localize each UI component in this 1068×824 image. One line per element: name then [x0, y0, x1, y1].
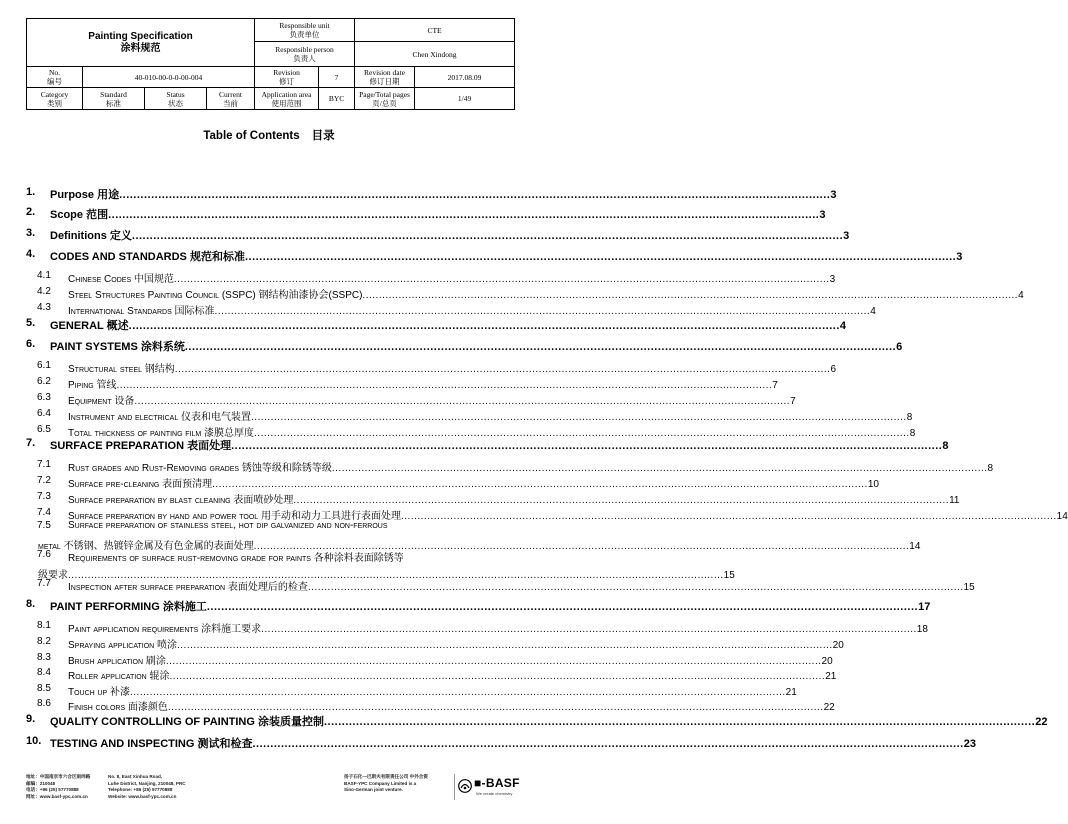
toc-entry-title: PAINT SYSTEMS 涂料系统 — [50, 341, 185, 353]
toc-leader-dots: ........................................................................................................................................................................................................ — [362, 290, 1019, 301]
toc-leader-dots: ........................................................................................................................................................................................................ — [68, 570, 724, 581]
toc-entry-page: 17 — [918, 601, 931, 613]
toc-leader-dots: ........................................................................................................................................................................................................ — [244, 251, 957, 263]
toc-entry-page: 20 — [832, 640, 844, 651]
toc-leader-dots: ........................................................................................................................................................................................................ — [261, 624, 917, 635]
document-header-table — [26, 18, 515, 110]
toc-entry-title: Surface preparation by blast cleaning 表面喷砂处理 — [68, 495, 294, 506]
toc-entry-page: 21 — [785, 687, 797, 698]
toc-entry[interactable] — [0, 713, 1048, 728]
toc-entry[interactable] — [0, 636, 844, 651]
toc-entry-number: 4.2 — [37, 286, 51, 297]
application-area-value: BYC — [319, 88, 355, 110]
toc-entry-title: Chinese Codes 中国规范 — [68, 274, 174, 285]
toc-entry-number: 4. — [26, 248, 36, 260]
toc-entry-title: Spraying application 喷涂 — [68, 640, 177, 651]
toc-leader-dots: ........................................................................................................................................................................................................ — [214, 306, 871, 317]
toc-entry[interactable] — [0, 475, 879, 490]
toc-leader-dots: ........................................................................................................................................................................................................ — [231, 440, 943, 452]
toc-entry-number: 5. — [26, 317, 36, 329]
number-label: No. 编号 — [27, 67, 83, 88]
toc-leader-dots: ........................................................................................................................................................................................................ — [174, 364, 831, 375]
toc-entry[interactable] — [0, 578, 975, 593]
toc-entry[interactable] — [0, 683, 797, 698]
toc-entry-title-continued: 级要求 — [38, 570, 68, 581]
toc-entry-page: 3 — [819, 209, 826, 221]
toc-entry-number: 1. — [26, 186, 36, 198]
toc-entry-number: 8.2 — [37, 636, 51, 647]
revision-date-label: Revision date 修订日期 — [355, 67, 415, 88]
footer-address-zh: 地址：中国南京市六合区雨纬路 邮编：210048 电话：+86 (25) 57770888 网址：www.basf-ypc.com.cn — [26, 774, 91, 799]
revision-value: 7 — [319, 67, 355, 88]
application-area-label: Application area 使用范围 — [255, 88, 319, 110]
toc-entry[interactable] — [0, 598, 931, 613]
toc-entry-title: Purpose 用途 — [50, 189, 120, 201]
toc-entry[interactable] — [0, 408, 913, 423]
toc-entry-number: 6.1 — [37, 360, 51, 371]
toc-leader-dots: ........................................................................................................................................................................................................ — [128, 320, 840, 332]
toc-entry[interactable] — [0, 227, 850, 242]
toc-entry-number: 7.5 — [37, 520, 51, 531]
toc-entry-page: 3 — [830, 189, 837, 201]
toc-entry-number: 6.5 — [37, 424, 51, 435]
toc-entry[interactable] — [0, 186, 837, 201]
toc-entry-number: 10. — [26, 735, 42, 747]
toc-leader-dots: ........................................................................................................................................................................................................ — [206, 601, 919, 613]
toc-entry[interactable] — [0, 652, 833, 667]
basf-tagline: We create chemistry — [476, 791, 513, 796]
toc-entry-number: 2. — [26, 206, 36, 218]
toc-entry-number: 6.4 — [37, 408, 51, 419]
toc-entry-title: PAINT PERFORMING 涂料施工 — [50, 601, 207, 613]
toc-entry-page: 18 — [916, 624, 928, 635]
toc-entry-title: Structural steel 钢结构 — [68, 364, 175, 375]
category-value: Standard 标准 — [83, 88, 145, 110]
toc-entry-page: 6 — [830, 364, 837, 375]
toc-entry-number: 7.4 — [37, 507, 51, 518]
toc-entry-number: 6. — [26, 338, 36, 350]
toc-entry-number: 7.7 — [37, 578, 51, 589]
toc-entry[interactable] — [0, 338, 903, 353]
toc-entry[interactable] — [0, 520, 538, 533]
toc-entry-title: Scope 范围 — [50, 209, 109, 221]
toc-leader-dots: ........................................................................................................................................................................................................ — [254, 428, 910, 439]
toc-entry-page: 3 — [843, 230, 850, 242]
responsible-person-label: Responsible person 负责人 — [255, 42, 355, 67]
toc-entry-page: 3 — [829, 274, 836, 285]
toc-entry-title: QUALITY CONTROLLING OF PAINTING 涂装质量控制 — [50, 716, 324, 728]
footer-divider — [454, 774, 455, 800]
toc-entry[interactable] — [0, 620, 928, 635]
toc-entry-page: 7 — [790, 396, 796, 407]
toc-entry[interactable] — [0, 206, 826, 221]
toc-leader-dots: ........................................................................................................................................................................................................ — [323, 716, 1036, 728]
toc-entry-number: 7.6 — [37, 549, 51, 560]
toc-entry[interactable] — [0, 360, 837, 375]
toc-leader-dots: ........................................................................................................................................................................................................ — [400, 511, 1057, 522]
toc-leader-dots: ........................................................................................................................................................................................................ — [169, 671, 826, 682]
toc-entry-page: 14 — [909, 541, 921, 552]
toc-entry[interactable] — [0, 317, 846, 332]
toc-entry-title: International Standards 国际标准 — [68, 306, 215, 317]
basf-logo: ■-BASF — [474, 776, 520, 790]
toc-leader-dots: ........................................................................................................................................................................................................ — [119, 189, 831, 201]
footer-company-note: 扬子石化—巴斯夫有限责任公司 中外合资 BASF-YPC Company Limited is a Sino-German joint venture. — [344, 774, 428, 792]
responsible-person-value: Chen Xindong — [355, 42, 515, 67]
toc-entry-page: 14 — [1056, 511, 1068, 522]
toc-entry-page: 20 — [821, 656, 833, 667]
toc-leader-dots: ........................................................................................................................................................................................................ — [165, 656, 822, 667]
toc-entry-number: 8.1 — [37, 620, 51, 631]
toc-entry[interactable] — [0, 667, 837, 682]
document-title: Painting Specification 涂料规范 — [27, 19, 255, 67]
toc-entry-number: 8.5 — [37, 683, 51, 694]
toc-entry-title: Brush application 刷涂 — [68, 656, 166, 667]
toc-entry[interactable] — [0, 248, 963, 263]
toc-leader-dots: ........................................................................................................................................................................................................ — [173, 274, 830, 285]
toc-leader-dots: ........................................................................................................................................................................................................ — [134, 396, 791, 407]
toc-entry-title: Steel Structures Painting Council (SSPC) 钢结构油漆协会(SSPC) — [68, 290, 363, 301]
toc-entry-title: Finish colors 面漆颜色 — [68, 702, 168, 713]
toc-leader-dots: ........................................................................................................................................................................................................ — [307, 582, 964, 593]
toc-entry[interactable] — [0, 392, 796, 407]
toc-entry-title: Instrument and electrical 仪表和电气装置 — [68, 412, 252, 423]
toc-entry-page: 6 — [896, 341, 903, 353]
toc-entry-title: Total thickness of painting film 漆膜总厚度 — [68, 428, 255, 439]
toc-entry-title: CODES AND STANDARDS 规范和标准 — [50, 251, 245, 263]
toc-entry-title: Rust grades and Rust-Removing grades 锈蚀等级和除锈等级 — [68, 463, 332, 474]
toc-entry[interactable] — [0, 302, 876, 317]
toc-entry-title: Paint application requirements 涂料施工要求 — [68, 624, 262, 635]
toc-heading: Table of Contents 目录 — [203, 130, 335, 142]
toc-entry-number: 8.4 — [37, 667, 51, 678]
toc-entry[interactable] — [0, 459, 994, 474]
toc-entry-page: 15 — [723, 570, 735, 581]
toc-leader-dots: ........................................................................................................................................................................................................ — [293, 495, 950, 506]
toc-entry-page: 8 — [909, 428, 916, 439]
revision-label: Revision 修订 — [255, 67, 319, 88]
toc-leader-dots: ........................................................................................................................................................................................................ — [116, 380, 773, 391]
toc-entry-title: Surface preparation of stainless steel, hot dip galvanized and non-ferrous — [68, 520, 388, 531]
toc-leader-dots: ........................................................................................................................................................................................................ — [176, 640, 833, 651]
toc-entry[interactable] — [0, 698, 835, 713]
status-label: Status 状态 — [145, 88, 207, 110]
toc-entry-page: 7 — [772, 380, 778, 391]
number-value: 40-010-00-0-0-00-004 — [83, 67, 255, 88]
toc-leader-dots: ........................................................................................................................................................................................................ — [130, 687, 786, 698]
toc-entry-page: 15 — [963, 582, 975, 593]
toc-entry-page: 3 — [956, 251, 963, 263]
toc-entry-title: Definitions 定义 — [50, 230, 132, 242]
toc-entry-page: 4 — [1018, 290, 1024, 301]
toc-entry-title: Surface preparation by hand and power tool 用手动和动力工具进行表面处理 — [68, 511, 401, 522]
toc-entry-title: SURFACE PREPARATION 表面处理 — [50, 440, 232, 452]
toc-entry[interactable] — [0, 437, 949, 452]
toc-entry[interactable] — [0, 270, 836, 285]
toc-leader-dots: ........................................................................................................................................................................................................ — [253, 541, 910, 552]
toc-entry-number: 8. — [26, 598, 36, 610]
toc-entry-number: 7.1 — [37, 459, 51, 470]
toc-entry[interactable] — [0, 507, 1068, 522]
toc-leader-dots: ........................................................................................................................................................................................................ — [184, 341, 897, 353]
toc-leader-dots: ........................................................................................................................................................................................................ — [331, 463, 988, 474]
toc-entry-number: 3. — [26, 227, 36, 239]
sinopec-logo-icon — [458, 779, 472, 793]
responsible-unit-value: CTE — [355, 19, 515, 42]
revision-date-value: 2017.08.09 — [415, 67, 515, 88]
toc-entry-number: 8.6 — [37, 698, 51, 709]
toc-leader-dots: ........................................................................................................................................................................................................ — [251, 412, 907, 423]
toc-entry-page: 22 — [1035, 716, 1048, 728]
toc-entry-title: Requirements of surface rust-removing grade for paints 各种涂料表面除锈等 — [68, 553, 404, 564]
toc-entry-page: 4 — [870, 306, 876, 317]
toc-entry-page: 10 — [867, 479, 879, 490]
toc-entry-number: 4.3 — [37, 302, 51, 313]
toc-entry-number: 8.3 — [37, 652, 51, 663]
toc-entry-number: 6.3 — [37, 392, 51, 403]
toc-leader-dots: ........................................................................................................................................................................................................ — [252, 738, 964, 750]
pages-label: Page/Total pages 页/总页 — [355, 88, 415, 110]
toc-entry-page: 4 — [839, 320, 846, 332]
toc-entry-title: Piping 管线 — [68, 380, 117, 391]
toc-entry-title: Surface pre-cleaning 表面预清理 — [68, 479, 213, 490]
toc-leader-dots: ........................................................................................................................................................................................................ — [108, 209, 820, 221]
toc-entry-number: 9. — [26, 713, 36, 725]
toc-entry-number: 7.2 — [37, 475, 51, 486]
toc-entry-title: Inspection after surface preparation 表面处理后的检查 — [68, 582, 308, 593]
status-value: Current 当前 — [207, 88, 255, 110]
toc-entry-number: 6.2 — [37, 376, 51, 387]
footer-address-en: No. 8, East Xinhua Road, Luhe District, Nanjing, 210048, PRC Telephone: +86 (25) 57770888 Website: www.basf-ypc.com.cn — [108, 774, 186, 799]
toc-entry-title: Roller application 辊涂 — [68, 671, 170, 682]
toc-entry-page: 8 — [987, 463, 994, 474]
toc-entry-page: 8 — [906, 412, 913, 423]
toc-entry[interactable] — [0, 491, 960, 506]
toc-leader-dots: ........................................................................................................................................................................................................ — [131, 230, 844, 242]
toc-entry-page: 8 — [942, 440, 949, 452]
toc-leader-dots: ........................................................................................................................................................................................................ — [167, 702, 824, 713]
responsible-unit-label: Responsible unit 负责单位 — [255, 19, 355, 42]
toc-entry-number: 4.1 — [37, 270, 51, 281]
toc-entry-title: GENERAL 概述 — [50, 320, 129, 332]
toc-entry[interactable] — [0, 286, 1024, 301]
toc-entry-number: 7.3 — [37, 491, 51, 502]
toc-leader-dots: ........................................................................................................................................................................................................ — [212, 479, 868, 490]
toc-entry-page: 22 — [823, 702, 835, 713]
toc-entry[interactable] — [0, 735, 976, 750]
toc-entry-title-continued: metal 不锈钢、热镀锌金属及有色金属的表面处理 — [38, 541, 254, 552]
toc-entry-title: Equipment 设备 — [68, 396, 135, 407]
pages-value: 1/49 — [415, 88, 515, 110]
toc-entry-title: Touch up 补漆 — [68, 687, 130, 698]
toc-entry-number: 7. — [26, 437, 36, 449]
toc-entry[interactable] — [0, 376, 778, 391]
toc-entry-page: 21 — [825, 671, 837, 682]
toc-entry-page: 23 — [963, 738, 976, 750]
toc-entry[interactable] — [0, 424, 916, 439]
toc-entry-title: TESTING AND INSPECTING 测试和检查 — [50, 738, 253, 750]
toc-entry[interactable] — [0, 549, 538, 562]
toc-entry-page: 11 — [949, 495, 960, 506]
category-label: Category 类别 — [27, 88, 83, 110]
